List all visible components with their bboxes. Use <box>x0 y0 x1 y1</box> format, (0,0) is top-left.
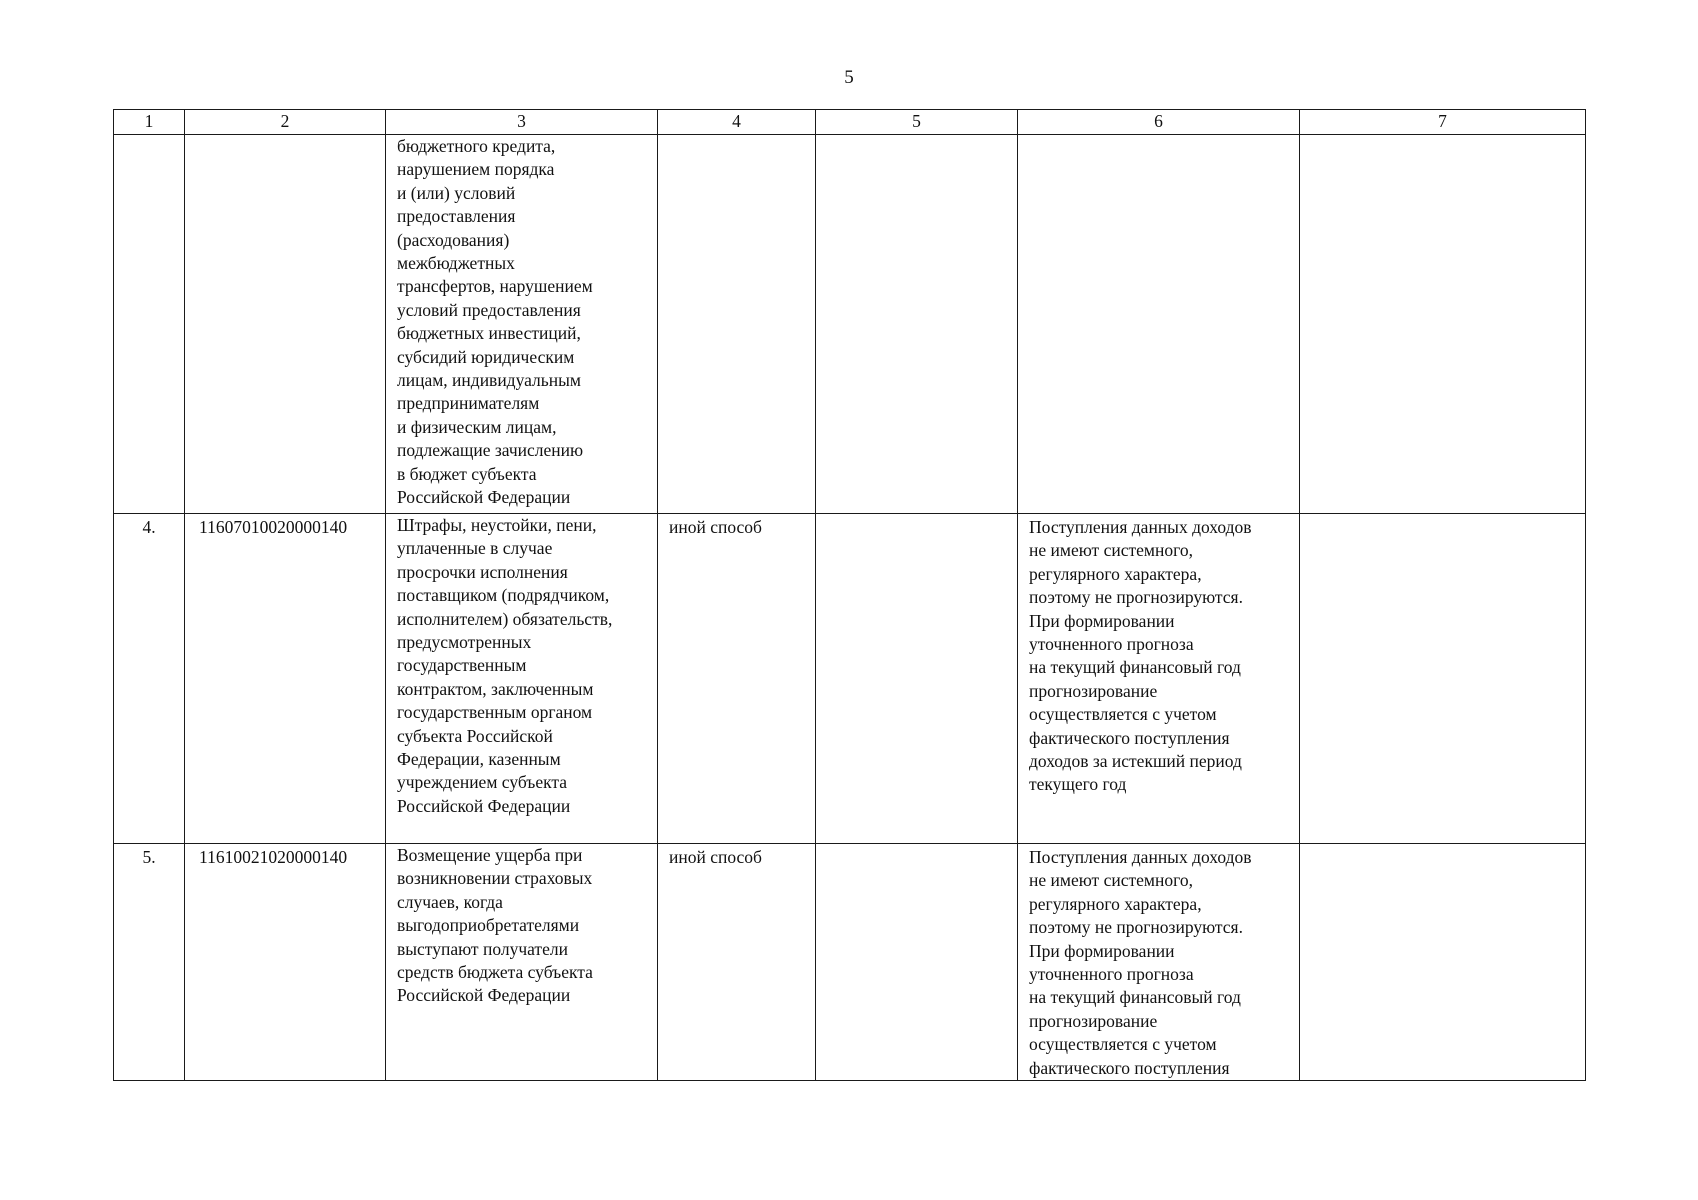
cell-text-line: Поступления данных доходов <box>1029 517 1252 537</box>
cell-text-line: доходов за истекший период <box>1029 751 1242 772</box>
cell-text-line: просрочки исполнения <box>397 561 568 582</box>
cell-text-line: в бюджет субъекта <box>397 463 537 484</box>
cell-text-line: на текущий финансовый год <box>1029 987 1241 1008</box>
cell-text-line: субъекта Российской <box>397 725 553 746</box>
cell-text-line: выгодоприобретателями <box>397 915 580 936</box>
cell-text-line: и (или) условий <box>397 182 516 203</box>
note-cell <box>1018 135 1300 514</box>
cell-text-line: регулярного характера, <box>1029 563 1202 584</box>
note-cell <box>1018 514 1300 844</box>
cell-text-line: нарушением порядка <box>397 159 555 180</box>
col5-cell <box>816 514 1018 844</box>
cell-text-line: государственным <box>397 655 527 676</box>
cell-text-line: прогнозирование <box>1029 680 1158 701</box>
cell-text-line: осуществляется с учетом <box>1029 1034 1217 1055</box>
cell-text-line: поставщиком (подрядчиком, <box>397 585 610 606</box>
cell-text-line: не имеют системного, <box>1029 870 1193 891</box>
row-number-cell <box>114 135 185 514</box>
code-cell <box>185 135 386 514</box>
header-cell: 2 <box>185 110 386 135</box>
cell-text-line: возникновении страховых <box>397 868 593 889</box>
cell-text-line: Российской Федерации <box>397 487 571 508</box>
cell-text-line: поэтому не прогнозируются. <box>1029 587 1243 608</box>
cell-text-line: трансфертов, нарушением <box>397 276 593 297</box>
header-cell: 7 <box>1300 110 1586 135</box>
cell-text-line: Возмещение ущерба при <box>397 845 583 865</box>
cell-text-line: учреждением субъекта <box>397 772 568 793</box>
table-row <box>114 514 1586 844</box>
name-cell <box>386 135 658 514</box>
col7-cell <box>1300 135 1586 514</box>
cell-text-line: фактического поступления <box>1029 727 1230 748</box>
cell-text-line: подлежащие зачислению <box>397 440 584 461</box>
col5-cell <box>816 135 1018 514</box>
table-row <box>114 135 1586 514</box>
cell-text-line: и физическим лицам, <box>397 416 557 437</box>
header-cell: 6 <box>1018 110 1300 135</box>
cell-text-line: уточненного прогноза <box>1029 634 1194 655</box>
note-cell <box>1018 844 1300 1081</box>
code-cell: 11610021020000140 <box>185 844 386 1081</box>
cell-text-line: исполнителем) обязательств, <box>397 608 613 629</box>
cell-text-line: Российской Федерации <box>397 795 571 816</box>
cell-text-line: бюджетных инвестиций, <box>397 323 581 344</box>
cell-text-line: случаев, когда <box>397 891 503 912</box>
cell-text-line: (расходования) <box>397 229 510 250</box>
cell-text-line: субсидий юридическим <box>397 346 575 367</box>
cell-text-line: выступают получатели <box>397 938 568 959</box>
cell-text-line: условий предоставления <box>397 299 581 320</box>
cell-text-line: средств бюджета субъекта <box>397 962 593 983</box>
col5-cell <box>816 844 1018 1081</box>
cell-text-line: предпринимателям <box>397 393 540 414</box>
cell-text-line: уточненного прогноза <box>1029 964 1194 985</box>
cell-text-line: контрактом, заключенным <box>397 678 594 699</box>
cell-text-line: на текущий финансовый год <box>1029 657 1241 678</box>
cell-text-line: предусмотренных <box>397 632 532 653</box>
cell-text-line: бюджетного кредита, <box>397 136 556 156</box>
cell-text-line: прогнозирование <box>1029 1010 1158 1031</box>
cell-text-line: регулярного характера, <box>1029 893 1202 914</box>
cell-text-line: При формировании <box>1029 610 1175 631</box>
cell-text-line: уплаченные в случае <box>397 538 553 559</box>
cell-text-line: межбюджетных <box>397 253 515 274</box>
name-cell <box>386 844 658 1081</box>
row-number-cell: 5. <box>114 844 185 1081</box>
name-cell <box>386 514 658 844</box>
revenue-forecast-table <box>113 109 1586 1081</box>
cell-text-line: осуществляется с учетом <box>1029 704 1217 725</box>
table-row <box>114 844 1586 1081</box>
header-cell: 4 <box>658 110 816 135</box>
page-number: 5 <box>844 67 854 88</box>
cell-text-line: предоставления <box>397 206 516 227</box>
header-cell: 1 <box>114 110 185 135</box>
cell-text-line: не имеют системного, <box>1029 540 1193 561</box>
method-cell: иной способ <box>658 514 816 844</box>
cell-text-line: поэтому не прогнозируются. <box>1029 917 1243 938</box>
cell-text-line: При формировании <box>1029 940 1175 961</box>
cell-text-line: Штрафы, неустойки, пени, <box>397 515 597 535</box>
method-cell: иной способ <box>658 844 816 1081</box>
row-number-cell: 4. <box>114 514 185 844</box>
method-cell <box>658 135 816 514</box>
header-cell: 3 <box>386 110 658 135</box>
cell-text-line: лицам, индивидуальным <box>397 370 581 391</box>
cell-text-line: государственным органом <box>397 702 593 723</box>
header-row <box>114 110 1586 135</box>
col7-cell <box>1300 514 1586 844</box>
cell-text-line: Федерации, казенным <box>397 749 561 770</box>
cell-text-line: Поступления данных доходов <box>1029 847 1252 867</box>
cell-text-line: Российской Федерации <box>397 985 571 1006</box>
cell-text-line: фактического поступления <box>1029 1057 1230 1078</box>
col7-cell <box>1300 844 1586 1081</box>
code-cell: 11607010020000140 <box>185 514 386 844</box>
header-cell: 5 <box>816 110 1018 135</box>
cell-text-line: текущего год <box>1029 774 1127 795</box>
